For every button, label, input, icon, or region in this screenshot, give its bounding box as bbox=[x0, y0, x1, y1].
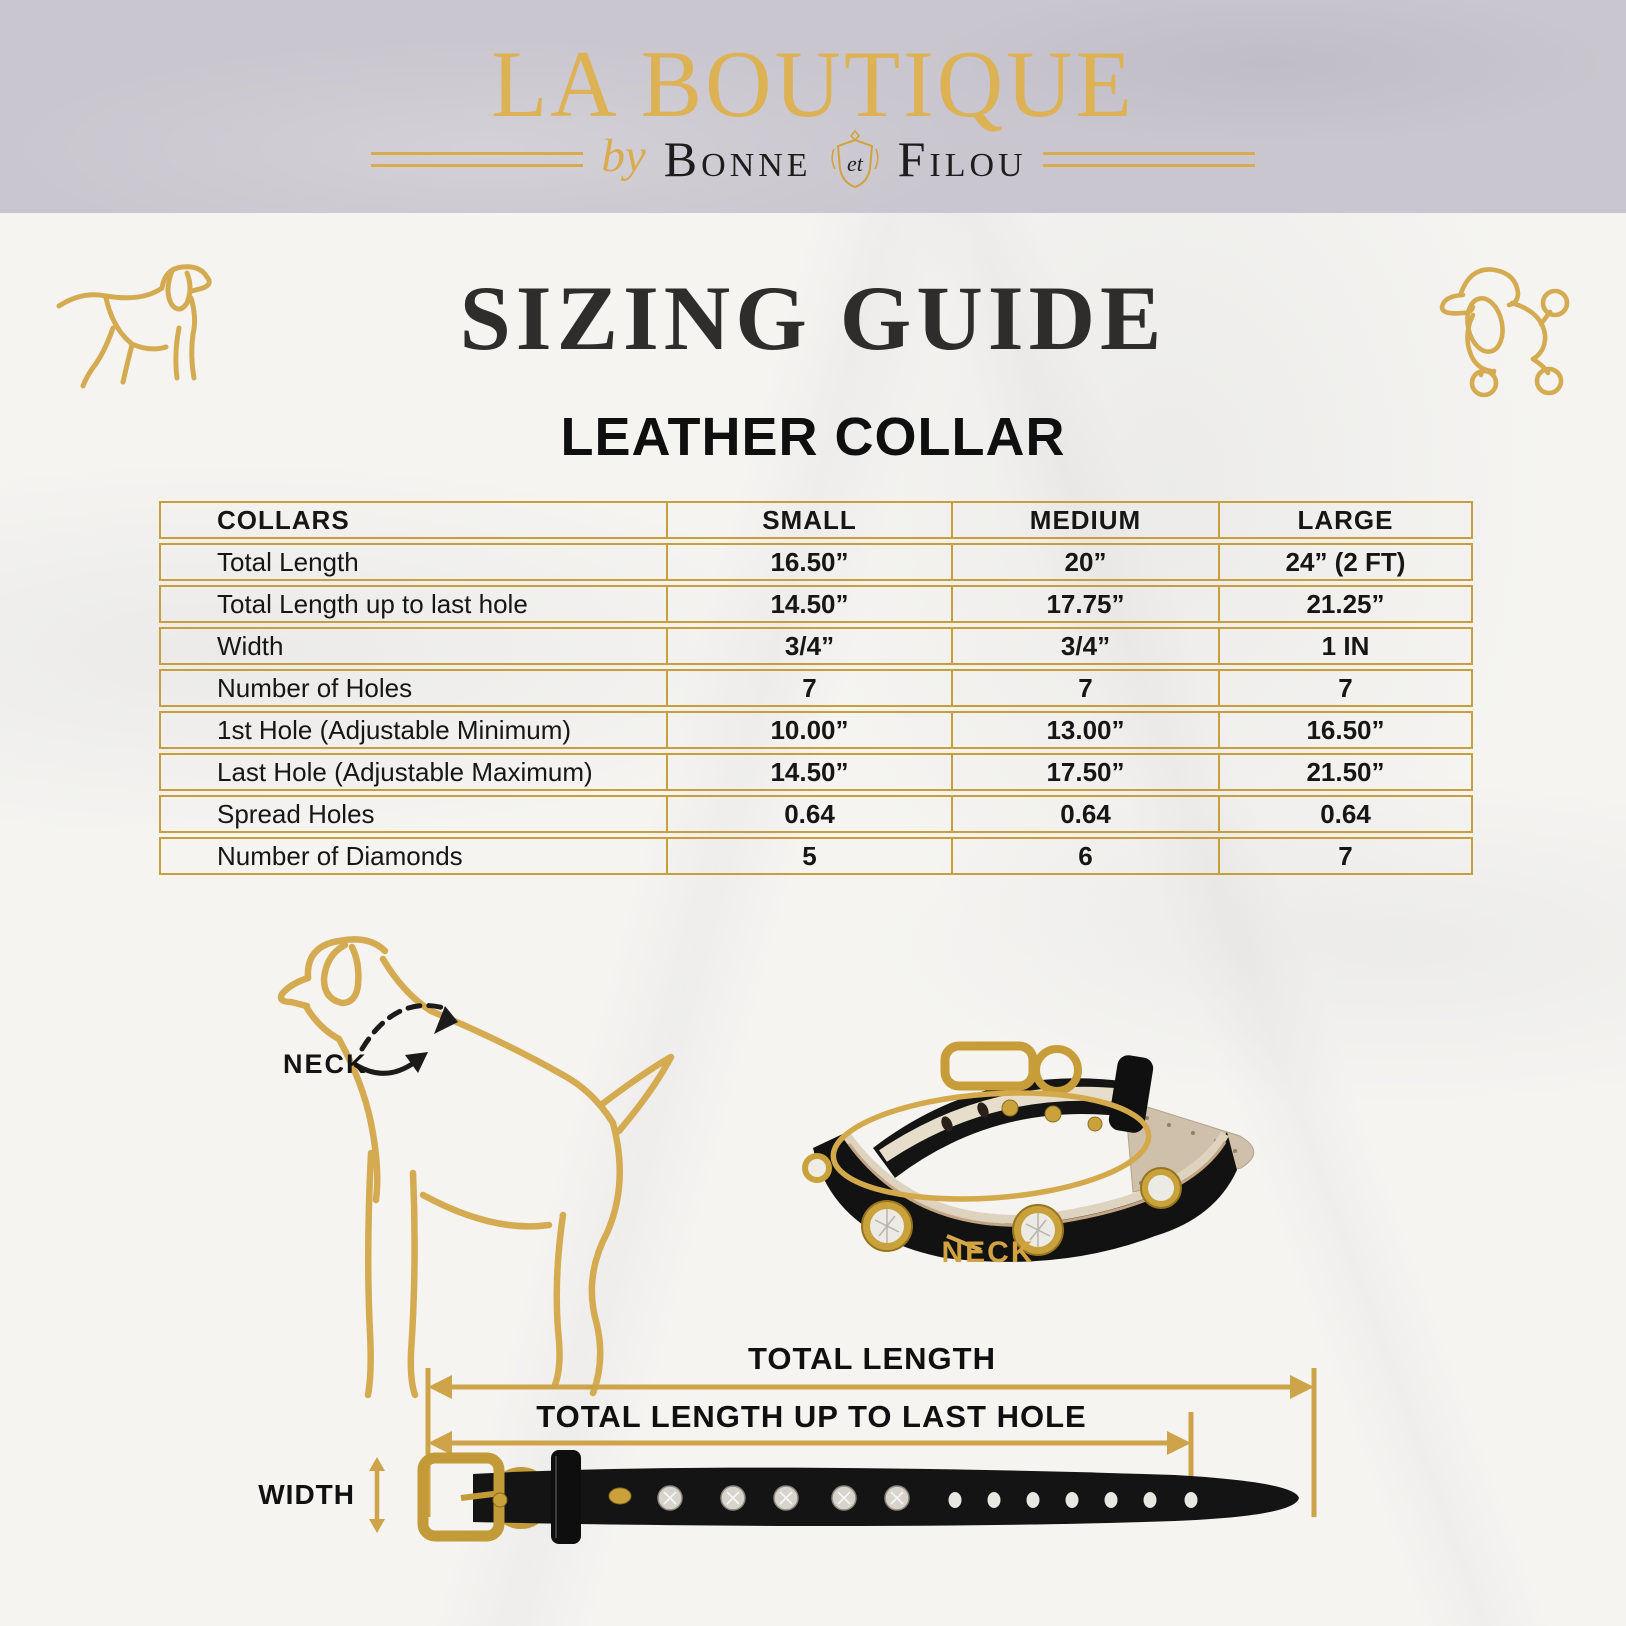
row-label: Number of Holes bbox=[159, 669, 668, 707]
cell-value: 21.25” bbox=[1220, 585, 1473, 623]
table-row bbox=[159, 753, 1473, 791]
crest-icon bbox=[828, 127, 882, 191]
table-row bbox=[159, 627, 1473, 665]
table-row bbox=[159, 585, 1473, 623]
cell-value: 3/4” bbox=[668, 627, 953, 665]
flat-collar-image bbox=[415, 1442, 1325, 1552]
table-row bbox=[159, 837, 1473, 875]
brand-name-second: FILOU bbox=[897, 131, 1027, 187]
row-label: Total Length up to last hole bbox=[159, 585, 668, 623]
cell-value: 6 bbox=[953, 837, 1220, 875]
total-length-label: TOTAL LENGTH bbox=[748, 1341, 996, 1376]
table-header-cell: SMALL bbox=[668, 501, 953, 539]
brand-tagline bbox=[0, 126, 1626, 192]
table-header-row bbox=[159, 501, 1473, 539]
table-header-cell: COLLARS bbox=[159, 501, 668, 539]
cell-value: 16.50” bbox=[1220, 711, 1473, 749]
cell-value: 17.50” bbox=[953, 753, 1220, 791]
cell-value: 16.50” bbox=[668, 543, 953, 581]
brand-title: LA BOUTIQUE bbox=[491, 30, 1135, 138]
total-length-last-hole-label: TOTAL LENGTH UP TO LAST HOLE bbox=[536, 1399, 1087, 1434]
cell-value: 14.50” bbox=[668, 753, 953, 791]
cell-value: 20” bbox=[953, 543, 1220, 581]
width-arrow bbox=[362, 1456, 392, 1534]
neck-label-dog: NECK bbox=[283, 1049, 368, 1079]
page-title: SIZING GUIDE bbox=[459, 267, 1167, 369]
left-rule bbox=[371, 152, 583, 167]
row-label: Last Hole (Adjustable Maximum) bbox=[159, 753, 668, 791]
neck-label-collar: NECK bbox=[941, 1236, 1035, 1269]
cell-value: 0.64 bbox=[953, 795, 1220, 833]
table-row bbox=[159, 669, 1473, 707]
cell-value: 5 bbox=[668, 837, 953, 875]
right-rule bbox=[1043, 152, 1255, 167]
cell-value: 0.64 bbox=[668, 795, 953, 833]
width-label: WIDTH bbox=[258, 1479, 355, 1510]
page-subtitle: LEATHER COLLAR bbox=[560, 407, 1066, 467]
cell-value: 0.64 bbox=[1220, 795, 1473, 833]
cell-value: 10.00” bbox=[668, 711, 953, 749]
table-header-cell: LARGE bbox=[1220, 501, 1473, 539]
collar-neck-photo bbox=[795, 1040, 1285, 1275]
sizing-table-wrap bbox=[159, 497, 1473, 879]
cell-value: 13.00” bbox=[953, 711, 1220, 749]
cell-value: 7 bbox=[668, 669, 953, 707]
table-row bbox=[159, 543, 1473, 581]
table-header-cell: MEDIUM bbox=[953, 501, 1220, 539]
row-label: Number of Diamonds bbox=[159, 837, 668, 875]
sizing-table bbox=[159, 497, 1473, 879]
cell-value: 1 IN bbox=[1220, 627, 1473, 665]
cell-value: 17.75” bbox=[953, 585, 1220, 623]
brand-name-first: BONNE bbox=[663, 131, 812, 187]
cell-value: 14.50” bbox=[668, 585, 953, 623]
cell-value: 21.50” bbox=[1220, 753, 1473, 791]
cell-value: 24” (2 FT) bbox=[1220, 543, 1473, 581]
by-word: by bbox=[601, 129, 646, 182]
row-label: 1st Hole (Adjustable Minimum) bbox=[159, 711, 668, 749]
crest-et-label: et bbox=[846, 151, 863, 176]
cell-value: 7 bbox=[1220, 669, 1473, 707]
cell-value: 7 bbox=[1220, 837, 1473, 875]
table-row bbox=[159, 795, 1473, 833]
cell-value: 3/4” bbox=[953, 627, 1220, 665]
row-label: Spread Holes bbox=[159, 795, 668, 833]
cell-value: 7 bbox=[953, 669, 1220, 707]
table-row bbox=[159, 711, 1473, 749]
dog-neck-diagram bbox=[262, 932, 732, 1410]
row-label: Width bbox=[159, 627, 668, 665]
row-label: Total Length bbox=[159, 543, 668, 581]
